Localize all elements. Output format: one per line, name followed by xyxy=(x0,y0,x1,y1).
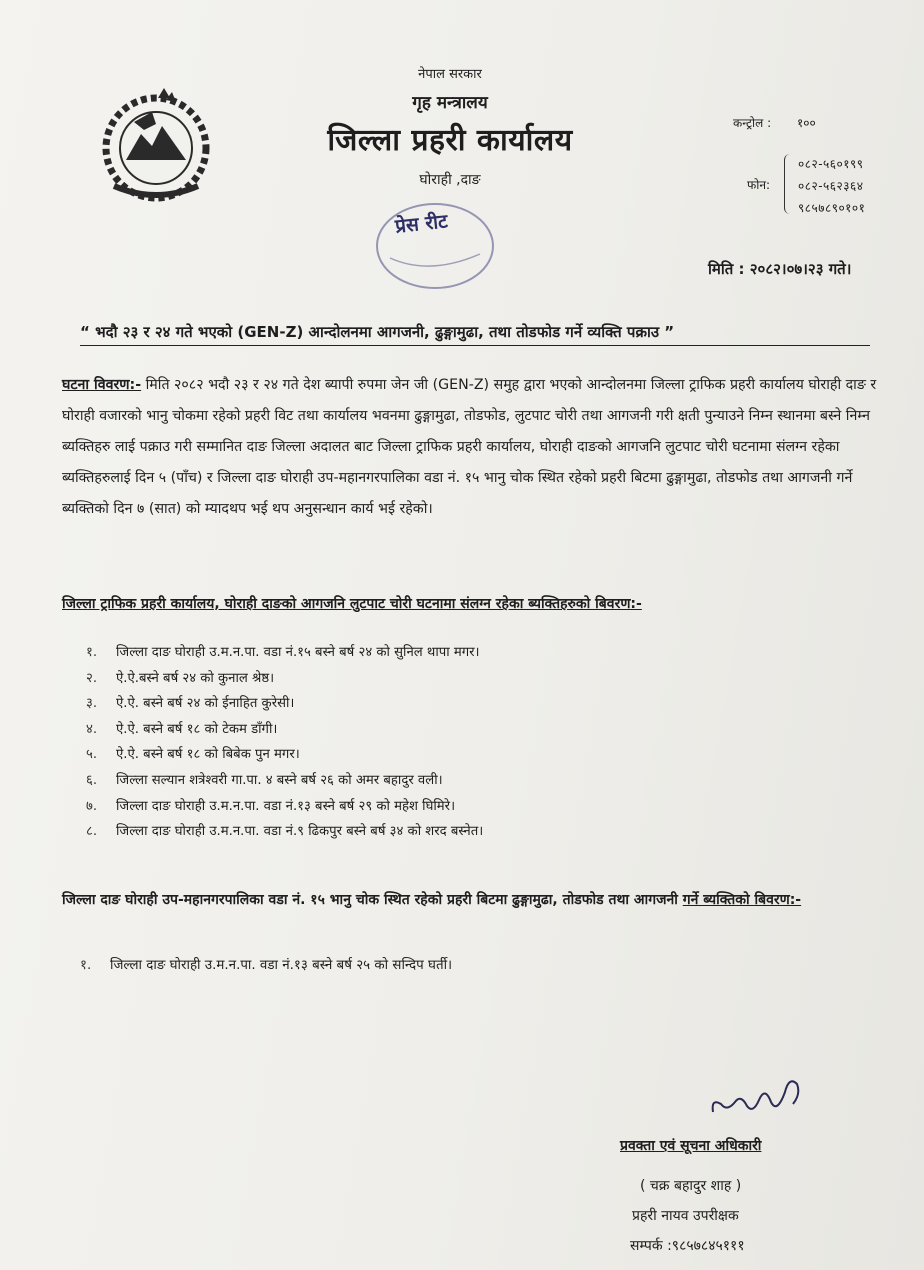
section-title: जिल्ला ट्राफिक प्रहरी कार्यालय, घोराही दाङको आगजनि लुटपाट चोरी घटनामा संलग्न रहेका ब्यक्तिहरुको बिवरण:- xyxy=(62,596,642,612)
section-title-main: जिल्ला दाङ घोराही उप-महानगरपालिका वडा नं. १५ भानु चोक स्थित रहेको प्रहरी बिटमा ढुङ्गामुढा, तोडफोड तथा आगजनी xyxy=(62,892,678,908)
list-item xyxy=(80,955,452,973)
phone-number: ९८५७८९०१०१ xyxy=(798,201,866,215)
signatory-contact: सम्पर्क :९८५७८४५१११ xyxy=(630,1238,745,1254)
office-name: जिल्ला प्रहरी कार्यालय xyxy=(327,123,573,158)
list-number: १. xyxy=(80,958,92,973)
phone-number: ०८२-५६२३६४ xyxy=(798,179,864,193)
list-text: ऐ.ऐ. बस्ने बर्ष १८ को टेकम डाँगी। xyxy=(116,721,278,737)
phone-label: फोन: xyxy=(747,178,771,192)
list-text: ऐ.ऐ.बस्ने बर्ष २४ को कुनाल श्रेष्ठ। xyxy=(116,670,275,686)
list-item xyxy=(86,668,483,694)
signatory-name: ( चक्र बहादुर शाह ) xyxy=(640,1178,742,1194)
government-name: नेपाल सरकार xyxy=(418,67,482,82)
list-number: ७. xyxy=(86,798,98,814)
phone-number: ०८२-५६०१९९ xyxy=(798,157,864,171)
list-number: ४. xyxy=(86,721,98,737)
headline: “ भदौ २३ र २४ गते भएको (GEN-Z) आन्दोलनमा आगजनी, ढुङ्गामुढा, तथा तोडफोड गर्ने व्यक्ति पक्राउ ” xyxy=(80,322,870,346)
list-text: जिल्ला दाङ घोराही उ.म.न.पा. वडा नं.१५ बस्ने बर्ष २४ को सुनिल थापा मगर। xyxy=(116,645,480,660)
list-item xyxy=(86,693,483,719)
signature-icon xyxy=(705,1068,805,1128)
list-text: जिल्ला दाङ घोराही उ.म.न.पा. वडा नं.९ ढिकपुर बस्ने बर्ष ३४ को शरद बस्नेत। xyxy=(116,824,484,840)
phone-brace xyxy=(784,154,795,214)
list-text: जिल्ला दाङ घोराही उ.म.न.पा. वडा नं.१३ बस्ने बर्ष २९ को महेश घिमिरे। xyxy=(116,798,456,814)
arrested-list xyxy=(80,955,452,973)
list-text: जिल्ला दाङ घोराही उ.म.न.पा. वडा नं.१३ बस्ने बर्ष २५ को सन्दिप घर्ती। xyxy=(110,958,453,973)
list-item xyxy=(86,719,483,745)
ministry-name: गृह मन्त्रालय xyxy=(412,93,488,113)
list-item xyxy=(86,770,483,796)
incident-paragraph xyxy=(62,370,902,525)
office-location: घोराही ,दाङ xyxy=(419,172,481,188)
list-text: ऐ.ऐ. बस्ने बर्ष २४ को ईनाहित कुरेसी। xyxy=(116,696,295,712)
list-number: ६. xyxy=(86,772,98,788)
issue-date: मिति : २०८२।०७।२३ गते। xyxy=(708,260,852,278)
press-release-label: प्रेस रीट xyxy=(394,210,449,238)
list-item xyxy=(86,796,483,822)
list-text: जिल्ला सल्यान शत्रेश्वरी गा.पा. ४ बस्ने बर्ष २६ को अमर बहादुर वली। xyxy=(116,772,443,788)
list-number: ८. xyxy=(86,824,98,840)
list-item xyxy=(86,821,483,847)
section-title-end: गर्ने ब्यक्तिको बिवरण:- xyxy=(682,892,802,908)
list-number: ३. xyxy=(86,696,98,712)
incident-text: मिति २०८२ भदौ २३ र २४ गते देश ब्यापी रुपमा जेन जी (GEN-Z) समुह द्वारा भएको आन्दोलनमा जिल्ला ट्राफिक प्रहरी कार्यालय घोराही दाङ र घोराही वजारको भानु चोकमा रहेको प्रहरी विट तथा कार्यालय भवनमा ढुङ्गामुढा, तोडफोड, लुटपाट चोरी तथा आगजनी गरी क्षती पुन्याउने निम्न स्थानमा बस्ने निम्न ब्यक्तिहरु लाई पक्राउ गरी सम्मानित दाङ जिल्ला अदालत बाट जिल्ला ट्राफिक प्रहरी कार्यालय, घोराही दाङको आगजनि लुटपाट चोरी घटनामा संलग्न रहेका ब्यक्तिहरुलाई दिन ५ (पाँच) र जिल्ला दाङ घोराही उप-महानगरपालिका वडा नं. १५ भानु चोक स्थित रहेको प्रहरी बिटमा ढुङ्गामुढा, तोडफोड तथा आगजनी गर्ने ब्यक्तिको दिन ७ (सात) को म्यादथप भई थप अनुसन्धान कार्य भई रहेको। xyxy=(62,377,877,517)
incident-label: घटना विवरण:- xyxy=(62,377,142,393)
list-text: ऐ.ऐ. बस्ने बर्ष १८ को बिबेक पुन मगर। xyxy=(116,747,300,763)
list-number: ५. xyxy=(86,747,98,763)
arrested-list xyxy=(86,642,483,847)
list-number: २. xyxy=(86,670,98,686)
signatory-title: प्रवक्ता एवं सूचना अधिकारी xyxy=(620,1138,762,1154)
control-label: कन्ट्रोल : xyxy=(733,116,772,130)
list-number: १. xyxy=(86,645,98,660)
control-number: १०० xyxy=(797,116,816,130)
section-title xyxy=(62,885,912,915)
signatory-rank: प्रहरी नायव उपरीक्षक xyxy=(632,1208,739,1224)
nepal-emblem-icon xyxy=(96,86,216,204)
list-item xyxy=(86,744,483,770)
list-item xyxy=(86,642,483,668)
